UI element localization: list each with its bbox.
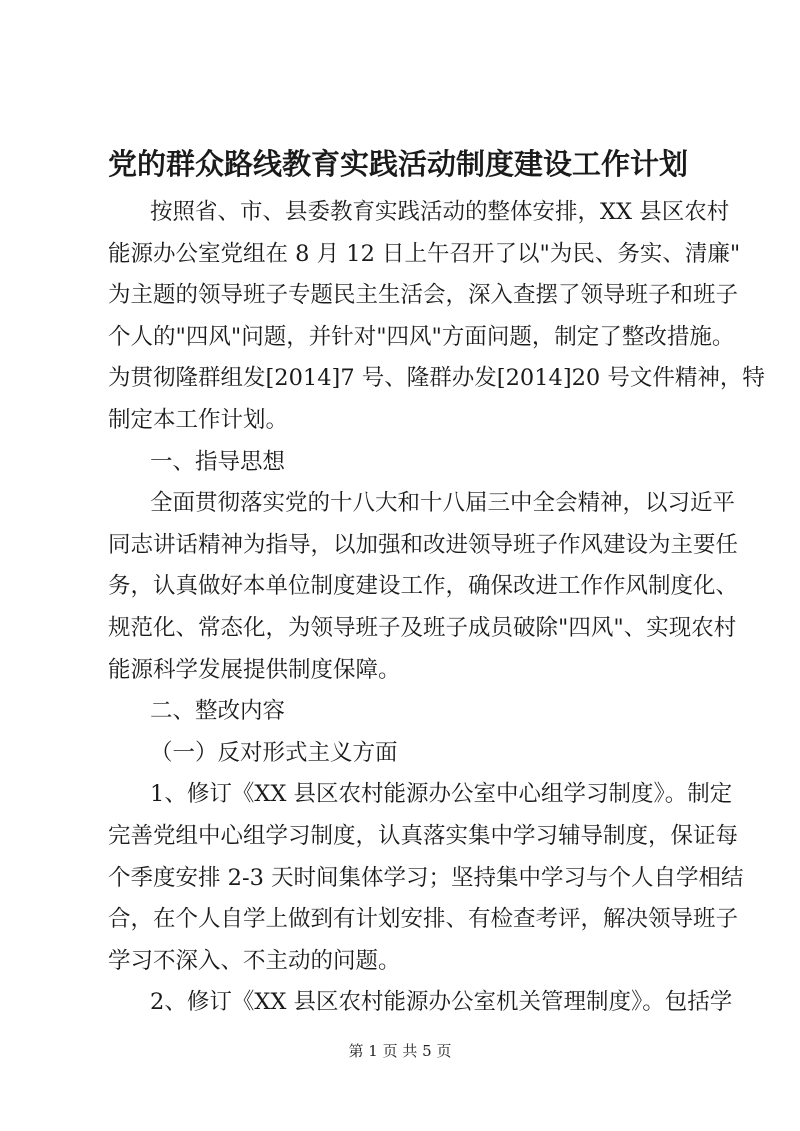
body-line: 学习不深入、不主动的问题。 bbox=[108, 947, 401, 974]
body-line: 1、修订《XX 县区农村能源办公室中心组学习制度》。制定 bbox=[150, 781, 733, 808]
body-line: 能源科学发展提供制度保障。 bbox=[108, 656, 401, 683]
body-line: 能源办公室党组在 8 月 12 日上午召开了以"为民、务实、清廉" bbox=[108, 240, 741, 267]
body-line: 合，在个人自学上做到有计划安排、有检查考评，解决领导班子 bbox=[108, 906, 739, 933]
section-heading: 一、指导思想 bbox=[150, 448, 286, 475]
body-line: 全面贯彻落实党的十八大和十八届三中全会精神，以习近平 bbox=[150, 490, 736, 517]
body-line: 务，认真做好本单位制度建设工作，确保改进工作作风制度化、 bbox=[108, 573, 739, 600]
body-line: 同志讲话精神为指导，以加强和改进领导班子作风建设为主要任 bbox=[108, 531, 739, 558]
body-line: 按照省、市、县委教育实践活动的整体安排，XX 县区农村 bbox=[150, 199, 730, 225]
body-line: 规范化、常态化，为领导班子及班子成员破除"四风"、实现农村 bbox=[108, 614, 737, 641]
document-body bbox=[108, 192, 765, 1024]
document-title: 党的群众路线教育实践活动制度建设工作计划 bbox=[108, 147, 689, 181]
subsection-heading: （一）反对形式主义方面 bbox=[150, 739, 398, 766]
body-line: 为主题的领导班子专题民主生活会，深入查摆了领导班子和班子 bbox=[108, 282, 739, 309]
body-line: 为贯彻隆群组发[2014]7 号、隆群办发[2014]20 号文件精神，特 bbox=[108, 365, 765, 392]
body-line: 完善党组中心组学习制度，认真落实集中学习辅导制度，保证每 bbox=[108, 822, 739, 849]
body-line: 个人的"四风"问题，并针对"四风"方面问题，制定了整改措施。 bbox=[108, 323, 735, 350]
body-line: 2、修订《XX 县区农村能源办公室机关管理制度》。包括学 bbox=[150, 989, 733, 1016]
page-number-label: 第 1 页 共 5 页 bbox=[348, 1042, 452, 1060]
body-line: 制定本工作计划。 bbox=[108, 406, 289, 433]
body-line: 个季度安排 2-3 天时间集体学习；坚持集中学习与个人自学相结 bbox=[108, 864, 744, 891]
section-heading: 二、整改内容 bbox=[150, 698, 286, 725]
page-footer bbox=[0, 1040, 800, 1061]
